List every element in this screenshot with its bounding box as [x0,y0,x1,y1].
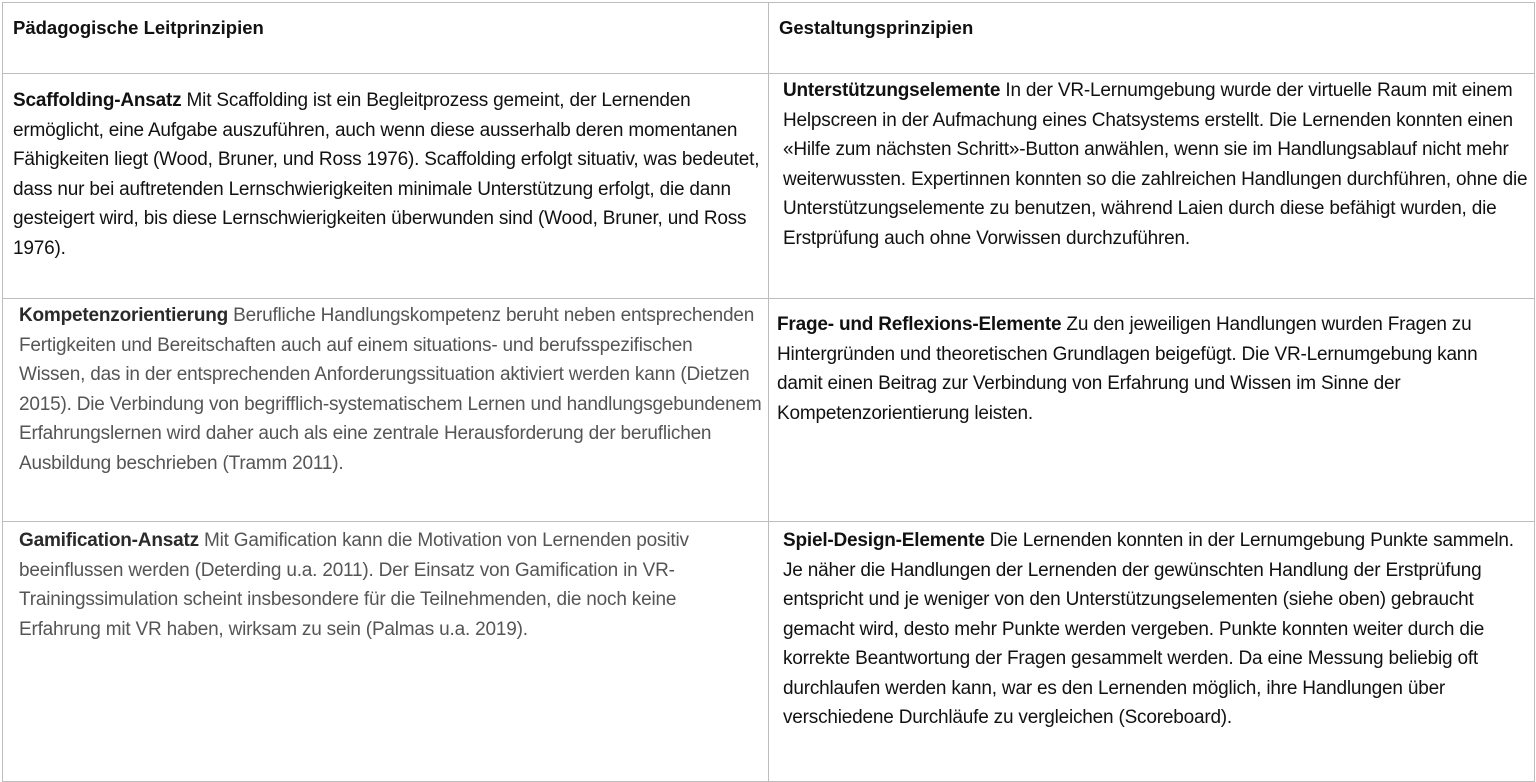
header-paedagogische-leitprinzipien: Pädagogische Leitprinzipien [13,17,264,38]
description-text: In der VR-Lernumgebung wurde der virtuelle Raum mit einem Helpscreen in der Aufmachung eines Chatsystems erstellt. Die Lernenden konnten einen «Hilfe zum nächsten Schritt»-Button anwählen, wenn sie im Handlungsablauf nicht mehr weiterwussten. Expertinnen konnten so die zahlreichen Handlungen durchführen, ohne die Unterstützungselemente zu benutzen, während Laien durch diese befähigt wurden, die Erstprüfung auch ohne Vorwissen durchzuführen. [783,80,1528,249]
cell-unterstuetzungselemente [769,74,1535,299]
header-gestaltungsprinzipien: Gestaltungsprinzipien [779,17,974,38]
header-row [3,3,1535,74]
term-label: Unterstützungselemente [783,80,1001,101]
term-label: Scaffolding-Ansatz [13,90,182,111]
cell-text [769,522,1534,733]
table-row [3,522,1535,782]
description-text: Mit Scaffolding ist ein Begleitprozess gemeint, der Lernenden ermöglicht, eine Aufgabe auszuführen, auch wenn diese ausserhalb deren momentanen Fähigkeiten liegt (Wood, Bruner, und Ross 1976). Scaffolding erfolgt situativ, was bedeutet, dass nur bei auftretenden Lernschwierigkeiten minimale Unterstützung erfolgt, die dann gesteigert wird, bis diese Lernschwierigkeiten überwunden sind (Wood, Bruner, und Ross 1976). [13,90,760,259]
cell-gamification [3,522,769,782]
description-text: Mit Gamification kann die Motivation von Lernenden positiv beeinflussen werden (Deterding u.a. 2011). Der Einsatz von Gamification in VR-Trainingssimulation scheint insbesondere für die Teilnehmenden, die noch keine Erfahrung mit VR haben, wirksam zu sein (Palmas u.a. 2019). [19,530,689,640]
cell-text [3,522,768,644]
cell-text [3,74,768,263]
description-text: Die Lernenden konnten in der Lernumgebung Punkte sammeln. Je näher die Handlungen der Lernenden der gewünschten Handlung der Erstprüfung entspricht und je weniger von den Unterstützungselementen (siehe oben) gebraucht gemacht wird, desto mehr Punkte werden vergeben. Punkte konnten weiter durch die korrekte Beantwortung der Fragen gesammelt werden. Da eine Messung beliebig oft durchlaufen werden kann, war es den Lernenden möglich, ihre Handlungen über verschiedene Durchläufe zu vergleichen (Scoreboard). [783,530,1514,728]
cell-kompetenzorientierung [3,299,769,522]
term-label: Gamification-Ansatz [19,530,199,551]
cell-scaffolding [3,74,769,299]
cell-frage-reflexions-elemente [769,299,1535,522]
description-text: Zu den jeweiligen Handlungen wurden Fragen zu Hintergründen und theoretischen Grundlagen beigefügt. Die VR-Lernumgebung kann damit einen Beitrag zur Verbindung von Erfahrung und Wissen im Sinne der Kompetenzorientierung leisten. [777,314,1478,424]
cell-text [769,299,1534,428]
header-cell-right [769,3,1535,74]
header-cell-left [3,3,769,74]
cell-text [3,299,768,478]
description-text: Berufliche Handlungskompetenz beruht neben entsprechenden Fertigkeiten und Bereitschaften auch auf einem situations- und berufsspezifischen Wissen, das in der entsprechenden Anforderungssituation aktiviert werden kann (Dietzen 2015). Die Verbindung von begrifflich-systematischem Lernen und handlungsgebundenem Erfahrungslernen wird daher auch als eine zentrale Herausforderung der beruflichen Ausbildung beschrieben (Tramm 2011). [19,305,762,474]
principles-table [2,2,1535,782]
table-row [3,299,1535,522]
cell-text [769,74,1534,253]
term-label: Frage- und Reflexions-Elemente [777,314,1062,335]
term-label: Spiel-Design-Elemente [783,530,985,551]
cell-spiel-design-elemente [769,522,1535,782]
table-row [3,74,1535,299]
term-label: Kompetenzorientierung [19,305,229,326]
